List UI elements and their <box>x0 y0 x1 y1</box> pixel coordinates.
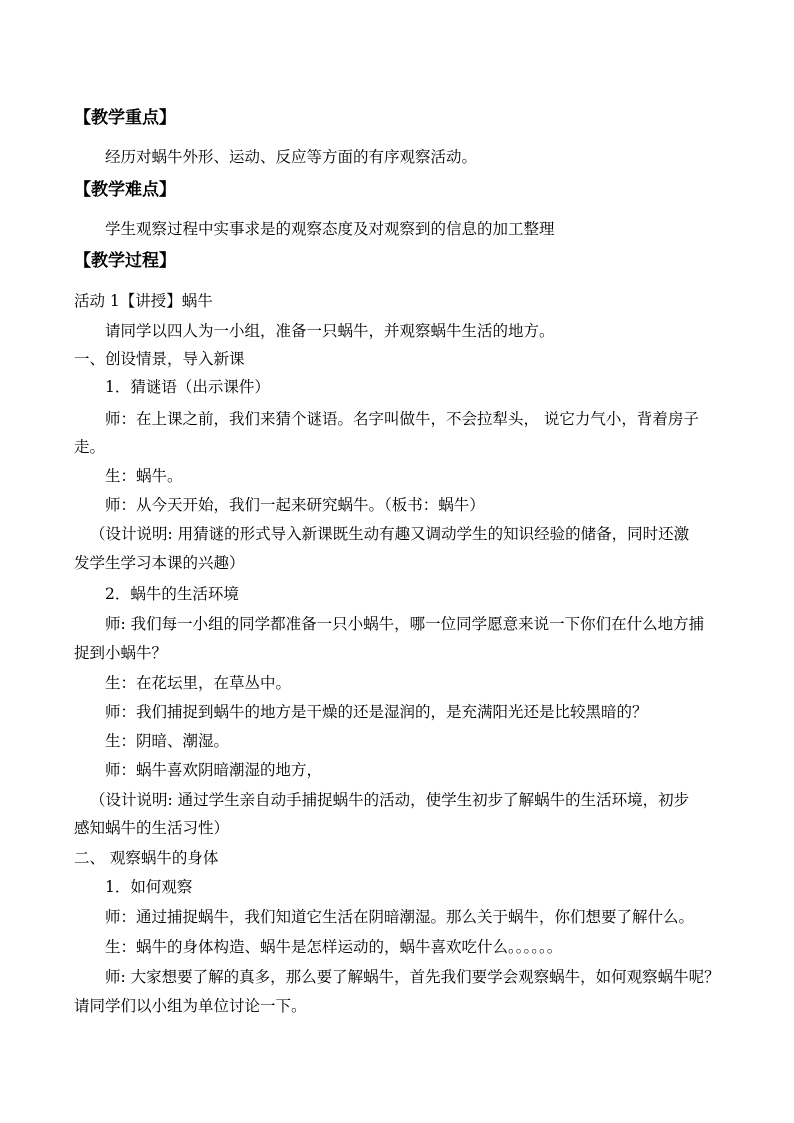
heading-difficulties: 【教学难点】 <box>74 180 176 200</box>
design-note: （设计说明: 通过学生亲自动手捕捉蜗牛的活动，使学生初步了解蜗牛的生活环境，初步 <box>90 791 690 809</box>
paragraph-continued: 捉到小蜗牛？ <box>74 644 168 662</box>
design-note: （设计说明: 用猜谜的形式导入新课既生动有趣又调动学生的知识经验的储备，同时还激 <box>90 525 690 543</box>
subsection-heading: 1．猜谜语（出示课件） <box>105 378 270 396</box>
paragraph: 师：从今天开始，我们一起来研究蜗牛。（板书：蜗牛） <box>105 496 485 514</box>
section-heading: 一、创设情景，导入新课 <box>74 350 245 368</box>
paragraph: 师: 我们每一小组的同学都准备一只小蜗牛，哪一位同学愿意来说一下你们在什么地方捕 <box>105 615 705 633</box>
paragraph: 师：蜗牛喜欢阴暗潮湿的地方， <box>105 761 323 779</box>
paragraph: 师：通过捕捉蜗牛，我们知道它生活在阴暗潮湿。那么关于蜗牛，你们想要了解什么。 <box>105 908 695 926</box>
paragraph: 师: 大家想要了解的真多，那么要了解蜗牛，首先我们要学会观察蜗牛，如何观察蜗牛呢？ <box>105 968 720 986</box>
subsection-heading: 2．蜗牛的生活环境 <box>105 585 239 603</box>
paragraph: 经历对蜗牛外形、运动、反应等方面的有序观察活动。 <box>105 148 478 166</box>
section-heading: 二、 观察蜗牛的身体 <box>74 849 219 867</box>
heading-key-points: 【教学重点】 <box>74 108 176 128</box>
paragraph: 生：蜗牛。 <box>105 467 183 485</box>
paragraph-continued: 走。 <box>74 438 106 456</box>
paragraph-continued: 请同学们以小组为单位讨论一下。 <box>74 997 307 1015</box>
paragraph: 生：蜗牛的身体构造、蜗牛是怎样运动的，蜗牛喜欢吃什么。。。。。。 <box>105 938 563 956</box>
design-note-continued: 感知蜗牛的生活习性） <box>74 819 230 837</box>
paragraph: 学生观察过程中实事求是的观察态度及对观察到的信息的加工整理 <box>105 220 555 238</box>
paragraph: 请同学以四人为一小组，准备一只蜗牛，并观察蜗牛生活的地方。 <box>105 322 555 340</box>
paragraph: 师：在上课之前，我们来猜个谜语。名字叫做牛，不会拉犁头， 说它力气小，背着房子 <box>105 410 699 428</box>
heading-process: 【教学过程】 <box>74 251 176 271</box>
paragraph: 生：阴暗、潮湿。 <box>105 732 230 750</box>
design-note-continued: 发学生学习本课的兴趣） <box>74 554 245 572</box>
subsection-heading: 1．如何观察 <box>105 878 193 896</box>
activity-title: 活动 1【讲授】蜗牛 <box>74 292 213 310</box>
paragraph: 生：在花坛里，在草丛中。 <box>105 674 292 692</box>
paragraph: 师：我们捕捉到蜗牛的地方是干燥的还是湿润的，是充满阳光还是比较黑暗的？ <box>105 703 648 721</box>
